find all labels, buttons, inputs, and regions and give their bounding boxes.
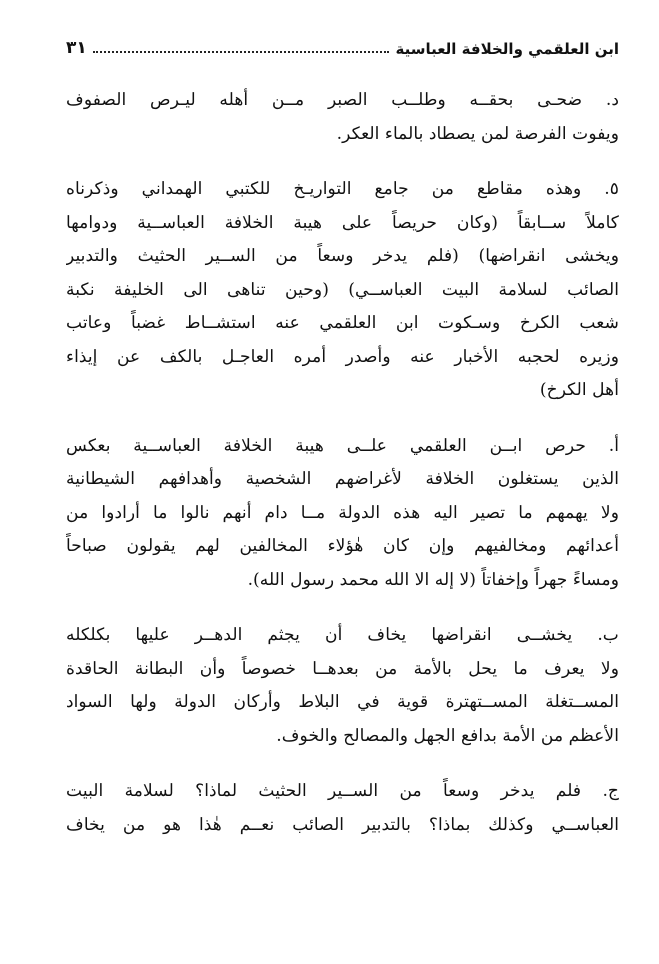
text-line: المســتغلة المســتهترة قوية في البلاط وأركان الدولة ولها السواد — [66, 692, 619, 712]
text-line: كاملاً ســابقاً (وكان حريصاً على هيبة الخلافة العباســية ودوامها — [66, 212, 619, 233]
text-line: ولا يهمهم ما تصير اليه هذه الدولة مــا دام أنهم نالوا ما أرادوا من — [66, 502, 619, 523]
paragraph-ba — [66, 619, 619, 753]
page-body — [66, 84, 619, 864]
text-line: ٥. وهذه مقاطع من جامع التواريـخ للكتبي الهمداني وذكرناه — [66, 179, 619, 199]
text-line: ويخشى انقراضها) (فلم يدخر وسعاً من الســير الحثيث والتدبير — [66, 246, 619, 266]
text-line: ج. فلم يدخر وسعاً من الســير الحثيث لماذا؟ لسلامة البيت — [66, 781, 619, 801]
text-line: أهل الكرخ) — [539, 380, 619, 400]
text-line: ب. يخشــى انقراضها يخاف أن يجثم الدهــر عليها بكلكله — [66, 625, 619, 645]
text-line: ويفوت الفرصة لمن يصطاد بالماء العكر. — [336, 123, 619, 144]
header-title: ابن العلقمي والخلافة العباسية — [395, 40, 619, 58]
text-line: أ. حرص ابــن العلقمي علــى هيبة الخلافة العباســية بعكس — [66, 435, 619, 456]
text-line: ولا يعرف ما يحل بالأمة من بعدهــا خصوصاً وأن البطانة الحاقدة — [66, 658, 619, 679]
text-line: أعدائهم ومخالفيهم وإن كان هٰؤلاء المخالفين لهم يقولون صباحاً — [66, 536, 619, 556]
text-line: شعب الكرخ وسـكوت ابن العلقمي عنه استشــاط غضباً وعاتب — [66, 313, 619, 333]
page-number: ٣١ — [66, 38, 87, 58]
running-header — [66, 30, 619, 58]
header-leader-dots — [93, 50, 390, 53]
paragraph-dal — [66, 84, 619, 151]
paragraph-jim — [66, 775, 619, 842]
paragraph-five — [66, 173, 619, 408]
text-line: ومساءً جهراً وإخفاتاً (لا إله الا الله محمد رسول الله). — [247, 569, 619, 590]
text-line: د. ضحـى بحقــه وطلــب الصبر مــن أهله ليـرص الصفوف — [66, 90, 619, 110]
text-line: الذين يستغلون الخلافة لأغراضهم الشخصية وأهدافهم الشيطانية — [66, 469, 619, 489]
paragraph-alif — [66, 430, 619, 598]
text-line: الأعظم من الأمة بدافع الجهل والمصالح والخوف. — [276, 725, 619, 746]
text-line: العباســي وكذلك بماذا؟ بالتدبير الصائب نعــم هٰذا هو من يخاف — [66, 814, 619, 835]
text-line: الصائب لسلامة البيت العباســي) (وحين تناهى الى الخليفة نكبة — [66, 279, 619, 300]
text-line: وزيره لحجبه الأخبار عنه وأصدر أمره العاجـل بالكف عن إيذاء — [66, 346, 619, 367]
